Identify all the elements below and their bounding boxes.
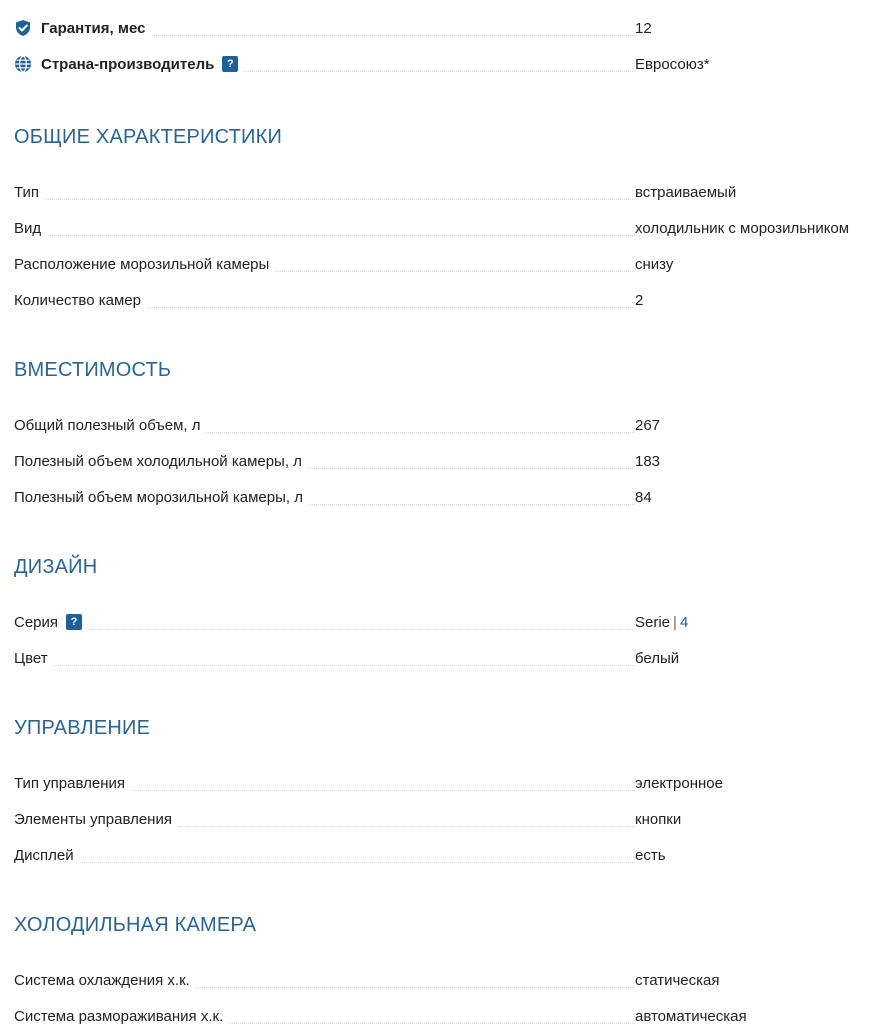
spec-label: Элементы управления — [14, 811, 178, 828]
spec-row — [14, 998, 871, 1034]
section-title-fridge-compartment: ХОЛОДИЛЬНАЯ КАМЕРА — [14, 914, 257, 936]
spec-row — [14, 801, 871, 837]
spec-label: Тип — [14, 184, 45, 201]
spec-value — [635, 614, 688, 631]
spec-value: белый — [635, 649, 680, 667]
spec-row — [14, 246, 871, 282]
spec-row-series — [14, 604, 871, 640]
spec-value: 12 — [635, 19, 652, 37]
spec-value: электронное — [635, 774, 723, 792]
spec-label: Гарантия, мес — [41, 19, 146, 37]
spec-label: Тип управления — [14, 775, 131, 792]
dotted-leader — [14, 862, 635, 863]
spec-row — [14, 407, 871, 443]
spec-row — [14, 174, 871, 210]
spec-value: 84 — [635, 488, 652, 506]
help-icon[interactable]: ? — [66, 614, 82, 630]
specs-list — [14, 10, 871, 1034]
dotted-leader — [14, 235, 635, 236]
spec-row — [14, 837, 871, 873]
spec-value: кнопки — [635, 810, 682, 828]
spec-value: 267 — [635, 416, 661, 434]
spec-label: Полезный объем морозильной камеры, л — [14, 489, 309, 506]
spec-row — [14, 282, 871, 318]
section-title-capacity: ВМЕСТИМОСТЬ — [14, 359, 172, 381]
section-title-controls: УПРАВЛЕНИЕ — [14, 717, 151, 739]
spec-value: есть — [635, 846, 666, 864]
series-link[interactable]: 4 — [679, 613, 689, 631]
dotted-leader — [14, 665, 635, 666]
spec-label: Количество камер — [14, 292, 147, 309]
dotted-leader — [14, 629, 635, 630]
spec-value: снизу — [635, 255, 674, 273]
dotted-leader — [14, 199, 635, 200]
spec-value: 2 — [635, 291, 644, 309]
spec-row — [14, 210, 871, 246]
spec-row — [14, 443, 871, 479]
spec-row-country — [14, 46, 871, 82]
spec-label: Страна-производитель — [41, 55, 215, 73]
spec-value: 183 — [635, 452, 661, 470]
spec-label: Вид — [14, 220, 47, 237]
spec-row — [14, 479, 871, 515]
section-title-design: ДИЗАЙН — [14, 556, 98, 578]
spec-row — [14, 765, 871, 801]
spec-label: Полезный объем холодильной камеры, л — [14, 453, 308, 470]
spec-label: Система охлаждения х.к. — [14, 972, 196, 989]
series-separator: | — [673, 613, 677, 631]
globe-icon — [14, 55, 32, 73]
spec-label: Дисплей — [14, 847, 80, 864]
help-icon[interactable]: ? — [222, 56, 238, 72]
spec-label: Цвет — [14, 650, 54, 667]
spec-value: автоматическая — [635, 1007, 747, 1025]
series-name: Serie — [635, 613, 671, 631]
spec-row — [14, 640, 871, 676]
spec-label: Серия — [14, 613, 59, 631]
section-title-general: ОБЩИЕ ХАРАКТЕРИСТИКИ — [14, 126, 283, 148]
shield-check-icon — [14, 19, 32, 37]
spec-row-warranty — [14, 10, 871, 46]
spec-value: встраиваемый — [635, 183, 737, 201]
spec-label: Общий полезный объем, л — [14, 417, 206, 434]
spec-value: холодильник с морозильником — [635, 219, 850, 237]
spec-value: статическая — [635, 971, 720, 989]
spec-label: Система размораживания х.к. — [14, 1008, 229, 1025]
spec-value: Евросоюз* — [635, 55, 710, 73]
spec-row — [14, 962, 871, 998]
spec-label: Расположение морозильной камеры — [14, 256, 275, 273]
